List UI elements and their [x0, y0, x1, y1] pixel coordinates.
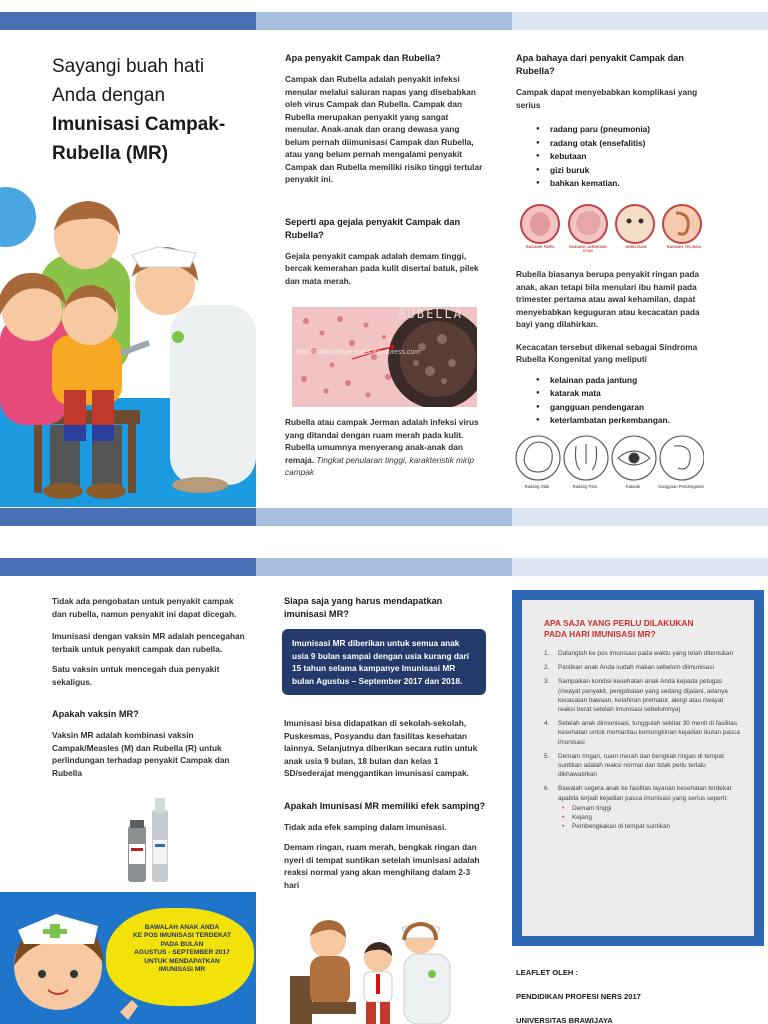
- text-crs-intro: Kecacatan tersebut dikenal sebagai Sindroma Rubella Kongenital yang meliputi: [516, 341, 698, 364]
- step-number: 2.: [544, 664, 550, 672]
- bubble-line3: PADA BULAN: [160, 940, 204, 948]
- sub-item: • Kejang: [562, 813, 740, 822]
- icon-captions: [518, 245, 706, 253]
- bubble-line4: AGUSTUS - SEPTEMBER 2017: [134, 949, 230, 957]
- page1-col2: [285, 52, 483, 293]
- caption-radang-paru: Radang Paru: [572, 484, 598, 489]
- list-item: ● gizi buruk: [536, 164, 716, 178]
- band-segment-dark: [0, 558, 256, 576]
- list-item: ● keterlambatan perkembangan.: [536, 414, 716, 428]
- top-header-band: [0, 12, 768, 30]
- cover-title-strong1: Imunisasi Campak-: [52, 114, 226, 135]
- step-number: 4.: [544, 720, 550, 728]
- page1-col2-bottom: [285, 416, 483, 485]
- list-item: ● gangguan pendengaran: [536, 401, 716, 415]
- crs-organ-drawings: [514, 434, 704, 494]
- credit-university: UNIVERSITAS BRAWIJAYA: [516, 1016, 613, 1024]
- text-no-treatment: Tidak ada pengobatan untuk penyakit campak dan rubella, namun penyakit ini dapat dicegah.: [52, 596, 237, 619]
- caption-radang-telinga: RADANG TELINGA: [666, 245, 702, 249]
- caption-katarak: Katarak: [625, 484, 641, 489]
- caption-gangguan-pendengaran: Gangguan Pendengaran: [658, 484, 704, 489]
- text-rubella-italic: Tingkat penularan tinggi, karakteristik mirip campak: [285, 454, 475, 477]
- campaign-banner: [0, 892, 256, 1024]
- complication-icons-row: [518, 203, 706, 253]
- list-item: ● radang paru (pneumonia): [536, 123, 716, 137]
- list-item: ● bahkan kematian.: [536, 177, 716, 191]
- leaflet-credits: [516, 968, 756, 1024]
- bubble-line1: BAWALAH ANAK ANDA: [144, 924, 220, 931]
- band-segment-light: [512, 12, 768, 30]
- eligibility-box: [282, 629, 486, 695]
- step-item: [544, 677, 740, 714]
- band-segment-mid: [256, 558, 512, 576]
- text-complications-intro: Campak dapat menyebabkan komplikasi yang serius: [516, 87, 698, 110]
- vaccine-vials-image: [126, 796, 178, 886]
- text-one-vaccine: Satu vaksin untuk mencegah dua penyakit sekaligus.: [52, 664, 220, 687]
- caption-radang-otak: Radang Otak: [524, 484, 550, 489]
- step-item: [544, 649, 740, 658]
- bubble-line5: UNTUK MENDAPATKAN: [144, 957, 220, 965]
- step-number: 3.: [544, 678, 550, 686]
- text-vaccine-definition: Vaksin MR adalah kombinasi vaksin Campak/Measles (M) dan Rubella (R) untuk perlindungan terhadap penyakit Campak dan Rubella: [52, 730, 230, 778]
- caption-kebutaan: KEBUTAAN: [625, 245, 647, 249]
- crs-list: [536, 374, 716, 428]
- credit-label: LEAFLET OLEH :: [516, 968, 579, 977]
- text-normal-reaction: Demam ringan, ruam merah, bengkak ringan dan nyeri di tempat suntikan setelah imunisasi adalah reaksi normal yang akan menghilang dalam 2-3 hari: [284, 842, 480, 890]
- step-item: [544, 752, 740, 780]
- sub-item: • Demam tinggi: [562, 804, 740, 813]
- organ-captions: [514, 484, 704, 489]
- bubble-line6: IMUNISASI MR: [158, 966, 206, 974]
- step-text: Sampaikan kondisi kesehatan anak Anda kepada petugas (riwayat penyakit, pengobatan yang sedang dijalani, adanya kecacatan bawaan, kelahiran prematur, alergi atau riwayat reaksi berat setelah imunisasi sebelumnya): [558, 678, 728, 714]
- complications-list: [536, 123, 716, 191]
- step-text: Datanglah ke pos imunisasi pada waktu yang telah ditentukan: [558, 650, 734, 657]
- list-item: ● kelainan pada jantung: [536, 374, 716, 388]
- page2-col1: [52, 595, 250, 785]
- question-symptoms: Seperti apa gejala penyakit Campak dan Rubella?: [285, 216, 461, 240]
- cover-illustration: [0, 185, 256, 507]
- page2-col2: [282, 595, 486, 897]
- band-segment-mid: [256, 12, 512, 30]
- vaccination-illustration: [284, 918, 484, 1024]
- step-number: 6.: [544, 785, 550, 793]
- text-no-side-effects: Tidak ada efek samping dalam imunisasi.: [284, 821, 447, 832]
- panel-heading-line1: APA SAJA YANG PERLU DILAKUKAN: [544, 618, 694, 628]
- question-who-should: Siapa saja yang harus mendapatkan imunisasi MR?: [284, 596, 443, 619]
- text-rubella-definition: [285, 416, 483, 479]
- question-dangers: Apa bahaya dari penyakit Campak dan Rubella?: [516, 53, 684, 76]
- page2-header-band: [0, 558, 768, 576]
- steps-list: [544, 649, 740, 831]
- step-item: [544, 784, 740, 831]
- cover-title-line2: Anda dengan: [52, 85, 166, 106]
- panel-heading-line2: PADA HARI IMUNISASI MR?: [544, 628, 656, 639]
- bubble-line2: KE POS IMUNISASI TERDEKAT: [132, 932, 232, 940]
- image-watermark: http://dokterdanpenyakit.wordpress.com: [296, 349, 421, 356]
- text-symptoms: Gejala penyakit campak adalah demam tinggi, bercak kemerahan pada kulit disertai batuk, pilek dan mata merah.: [285, 250, 479, 286]
- step-item: [544, 719, 740, 747]
- list-item: ● katarak mata: [536, 387, 716, 401]
- serious-reactions-list: [562, 804, 740, 832]
- campaign-speech-bubble: [106, 908, 254, 1006]
- question-what-is-vaccine: Apakah vaksin MR?: [52, 709, 139, 719]
- cover-title: [52, 52, 252, 168]
- page1-footer-band: [0, 508, 768, 526]
- step-item: [544, 663, 740, 672]
- caption-radang-paru: RADANG PARU: [525, 245, 555, 249]
- text-rubella-main: Rubella atau campak Jerman adalah infeksi virus yang ditandai dengan ruam merah pada kulit. Rubella umumnya menyerang anak-anak dan remaja.: [285, 417, 479, 465]
- text-where-available: Imunisasi bisa didapatkan di sekolah-sekolah, Puskesmas, Posyandu dan fasilitas kesehatan lainnya. Selanjutnya diberikan secara rutin untuk anak usia 9 bulan, 18 bulan dan kelas 1 SD/sederajat menggantikan imunisasi campak.: [284, 718, 478, 778]
- immunization-day-panel: [512, 590, 764, 946]
- question-side-effects: Apakah Imunisasi MR memiliki efek samping?: [284, 800, 486, 811]
- cover-title-line1: Sayangi buah hati: [52, 56, 205, 77]
- band-segment-light: [512, 558, 768, 576]
- page1-col3: [516, 52, 716, 199]
- text-rubella-pregnancy: Rubella biasanya berupa penyakit ringan pada anak, akan tetapi bila menulari ibu hamil pada trimester pertama atau awal kehamilan, dapat menyebabkan keguguran atau kecacatan pada bayi yang dilahirkan.: [516, 269, 700, 329]
- step-text: Setelah anak diimunisasi, tunggulah sekitar 30 menit di fasilitas kesehatan untuk memantau kemungkinan kejadian ikutan pasca imunisasi: [558, 720, 740, 746]
- band-segment-dark: [0, 12, 256, 30]
- list-item: ● radang otak (ensefalitis): [536, 137, 716, 151]
- cover-title-strong2: Rubella (MR): [52, 143, 169, 164]
- sub-item: • Pembengkakan di tempat suntikan: [562, 822, 740, 831]
- band-segment-mid: [256, 508, 512, 526]
- panel-heading: [544, 618, 740, 639]
- step-number: 1.: [544, 650, 550, 657]
- rubella-image-label: RUBELLA: [398, 307, 463, 321]
- band-segment-light: [512, 508, 768, 526]
- caption-radang-otak: RADANG JARINGAN OTAK: [569, 245, 607, 253]
- panel-inner: [522, 600, 754, 936]
- step-text: Pastikan anak Anda sudah makan sebelum diimunisasi: [558, 664, 714, 672]
- eligibility-text: Imunisasi MR diberikan untuk semua anak usia 9 bulan sampai dengan usia kurang dari 15 tahun selama kampanye Imunisasi MR bulan Agustus – September 2017 dan 2018.: [292, 638, 470, 686]
- rubella-rash-photo: [292, 307, 477, 407]
- page1-col3-bottom: [516, 268, 716, 436]
- step-text: Bawalah segera anak ke fasilitas layanan kesehatan terdekat apabila terjadi kejadian pasca imunisasi yang serius seperti:: [558, 785, 732, 802]
- band-segment-dark: [0, 508, 256, 526]
- question-what-is: Apa penyakit Campak dan Rubella?: [285, 53, 441, 63]
- step-text: Demam ringan, ruam merah dan bengkak ringan di tempat suntikan adalah reaksi normal dan tidak perlu terlalu dikhawatirkan: [558, 752, 724, 779]
- text-definition: Campak dan Rubella adalah penyakit infeksi menular melalui saluran napas yang disebabkan oleh virus Campak dan Rubella. Campak dan Rubella merupakan penyakit yang sangat menular. Anak-anak dan orang dewasa yang belum pernah diimunisasi Campak dan Rubella, atau yang belum pernah mengalami penyakit Campak dan Rubella memiliki risiko tinggi tertular penyakit ini.: [285, 74, 483, 184]
- text-best-prevention: Imunisasi dengan vaksin MR adalah pencegahan terbaik untuk penyakit campak dan rubella.: [52, 631, 245, 654]
- list-item: ● kebutaan: [536, 150, 716, 164]
- step-number: 5.: [544, 752, 550, 760]
- credit-program: PENDIDIKAN PROFESI NERS 2017: [516, 992, 641, 1001]
